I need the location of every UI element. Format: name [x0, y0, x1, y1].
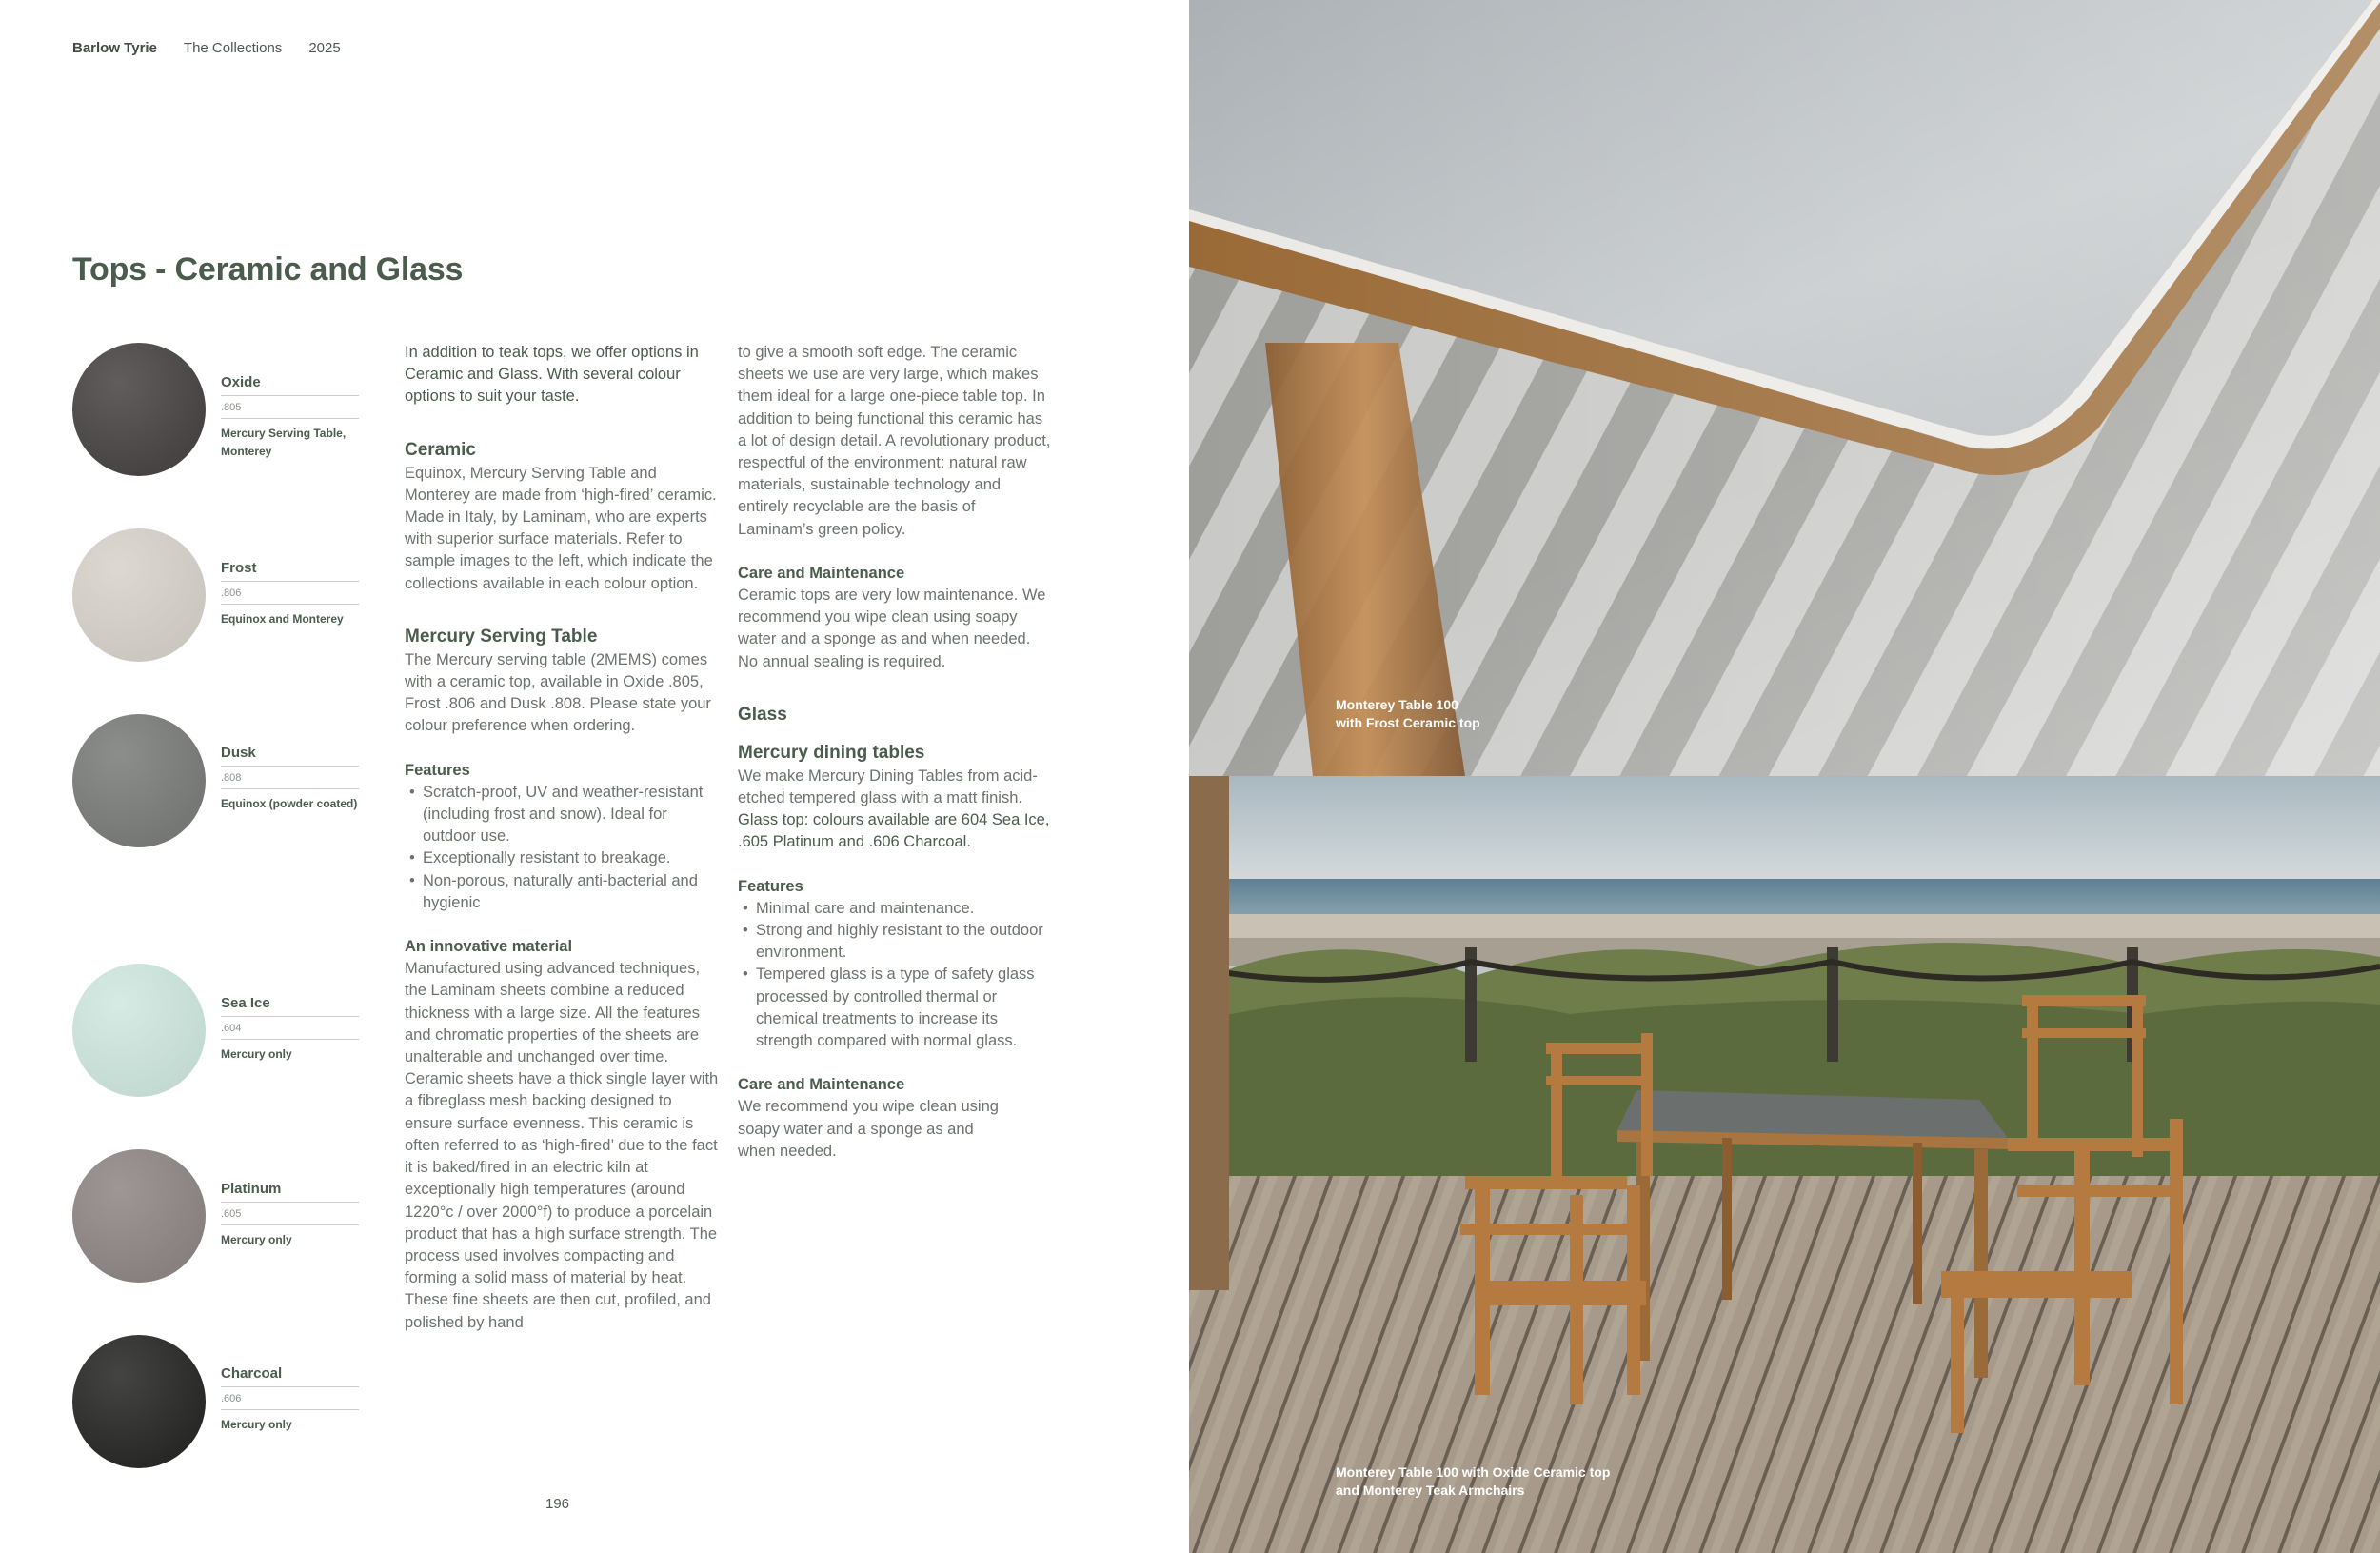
swatch-name: Platinum — [221, 1181, 359, 1203]
swatch-info-oxide — [221, 374, 359, 461]
care-heading: Care and Maintenance — [738, 564, 905, 582]
list-item: • Strong and highly resistant to the outdoor environment. — [738, 920, 1052, 964]
swatch-name: Charcoal — [221, 1365, 359, 1387]
dining-tables-paragraph: We make Mercury Dining Tables from acid-etched tempered glass with a matt finish. — [738, 767, 1038, 807]
swatch-code: .604 — [221, 1017, 359, 1040]
care-paragraph: Ceramic tops are very low maintenance. We recommend you wipe clean using soapy water and a sponge as and when needed. No annual sealing is required. — [738, 587, 1046, 670]
glass-heading: Glass — [738, 704, 787, 725]
charcoal-swatch — [72, 1335, 206, 1468]
swatch-code: .806 — [221, 582, 359, 605]
ceramic-paragraph: Equinox, Mercury Serving Table and Monterey are made from ‘high-fired’ ceramic. Made in Italy, by Laminam, who are experts with superior surface materials. Refer to sample images to the left, which indicate the collections available in each colour option. — [405, 464, 717, 592]
glass-care-heading: Care and Maintenance — [738, 1076, 905, 1094]
serving-table-paragraph: The Mercury serving table (2MEMS) comes with a ceramic top, available in Oxide .805, Frost .806 and Dusk .808. Please state your colour preference when ordering. — [405, 650, 711, 735]
swatch-info-frost — [221, 560, 359, 628]
list-item: • Non-porous, naturally anti-bacterial and hygienic — [405, 870, 719, 914]
swatch-availability: Mercury only — [221, 1047, 292, 1061]
continuation-paragraph: to give a smooth soft edge. The ceramic sheets we use are very large, which makes them ideal for a large one-piece table top. In addition to being functional this ceramic has a lot of design detail. A revolutionary product, respectful of the environment: natural raw materials, sustainable technology and entirely recyclable are the basis of Laminam’s green policy. — [738, 344, 1051, 538]
glass-colours-paragraph: Glass top: colours available are 604 Sea Ice, .605 Platinum and .606 Charcoal. — [738, 811, 1050, 851]
swatch-code: .808 — [221, 767, 359, 789]
text-column-2 — [738, 342, 1052, 1163]
swatch-name: Sea Ice — [221, 995, 359, 1017]
swatch-name: Frost — [221, 560, 359, 582]
oxide-swatch — [72, 343, 206, 476]
swatch-code: .606 — [221, 1387, 359, 1410]
beach-deck-photo — [1189, 776, 2380, 1553]
innovative-material-paragraph: Manufactured using advanced techniques, the Laminam sheets combine a reduced thickness with a large size. All the features and chromatic properties of the sheets are unalterable and unchanged over time. Ceramic sheets have a thick single layer with a fibreglass mesh backing designed to ensure surface evenness. This ceramic is often referred to as ‘high-fired’ due to the fact it is baked/fired in an electric kiln at exceptionally high temperatures (around 1220°c / over 2000°f) to produce a porcelain product that has a high surface strength. The process used involves compacting and forming a solid mass of material by heat. These fine sheets are then cut, profiled, and polished by hand — [405, 960, 719, 1331]
features-list — [405, 782, 719, 914]
sea-ice-swatch — [72, 964, 206, 1097]
table-closeup-illustration — [1189, 0, 2380, 776]
list-item: • Tempered glass is a type of safety glass processed by controlled thermal or chemical treatments to increase its strength compared with normal glass. — [738, 964, 1052, 1052]
glass-care-paragraph: We recommend you wipe clean using soapy water and a sponge as and when needed. — [738, 1098, 999, 1160]
swatch-name: Dusk — [221, 745, 359, 767]
swatch-availability: Equinox and Monterey — [221, 612, 344, 626]
swatch-availability: Mercury Serving Table, Monterey — [221, 427, 347, 458]
swatch-code: .605 — [221, 1203, 359, 1225]
dining-tables-heading: Mercury dining tables — [738, 742, 925, 763]
text-column-1 — [405, 342, 719, 1334]
brand-name: Barlow Tyrie — [72, 40, 157, 56]
beach-deck-illustration — [1189, 776, 2380, 1553]
catalogue-year: 2025 — [308, 40, 341, 56]
swatch-code: .805 — [221, 396, 359, 419]
page-title: Tops - Ceramic and Glass — [72, 251, 464, 288]
list-item: • Exceptionally resistant to breakage. — [405, 847, 719, 869]
serving-table-heading: Mercury Serving Table — [405, 626, 598, 647]
collection-name: The Collections — [183, 40, 283, 56]
caption-line: Monterey Table 100 — [1336, 697, 1458, 712]
glass-features-heading: Features — [738, 877, 803, 895]
platinum-swatch — [72, 1149, 206, 1283]
list-item: • Minimal care and maintenance. — [738, 898, 1052, 920]
swatch-availability: Mercury only — [221, 1233, 292, 1246]
features-heading: Features — [405, 761, 470, 779]
running-header — [72, 40, 341, 56]
caption-line: Monterey Table 100 with Oxide Ceramic top — [1336, 1464, 1611, 1480]
dusk-swatch — [72, 714, 206, 847]
caption-line: and Monterey Teak Armchairs — [1336, 1483, 1525, 1498]
page-number: 196 — [545, 1496, 570, 1512]
swatch-availability: Equinox (powder coated) — [221, 797, 358, 810]
swatch-info-dusk — [221, 745, 359, 813]
top-photo-caption — [1336, 696, 1480, 732]
ceramic-heading: Ceramic — [405, 439, 476, 460]
caption-line: with Frost Ceramic top — [1336, 715, 1480, 730]
intro-paragraph: In addition to teak tops, we offer options in Ceramic and Glass. With several colour options to suit your taste. — [405, 344, 699, 406]
bottom-photo-caption — [1336, 1463, 1610, 1500]
swatch-name: Oxide — [221, 374, 359, 396]
frost-swatch — [72, 528, 206, 662]
innovative-material-heading: An innovative material — [405, 938, 573, 956]
swatch-info-charcoal — [221, 1365, 359, 1434]
swatch-availability: Mercury only — [221, 1418, 292, 1431]
table-closeup-photo — [1189, 0, 2380, 776]
glass-features-list — [738, 898, 1052, 1052]
list-item: • Scratch-proof, UV and weather-resistant (including frost and snow). Ideal for outdoor use. — [405, 782, 719, 848]
swatch-info-sea-ice — [221, 995, 359, 1064]
swatch-info-platinum — [221, 1181, 359, 1249]
